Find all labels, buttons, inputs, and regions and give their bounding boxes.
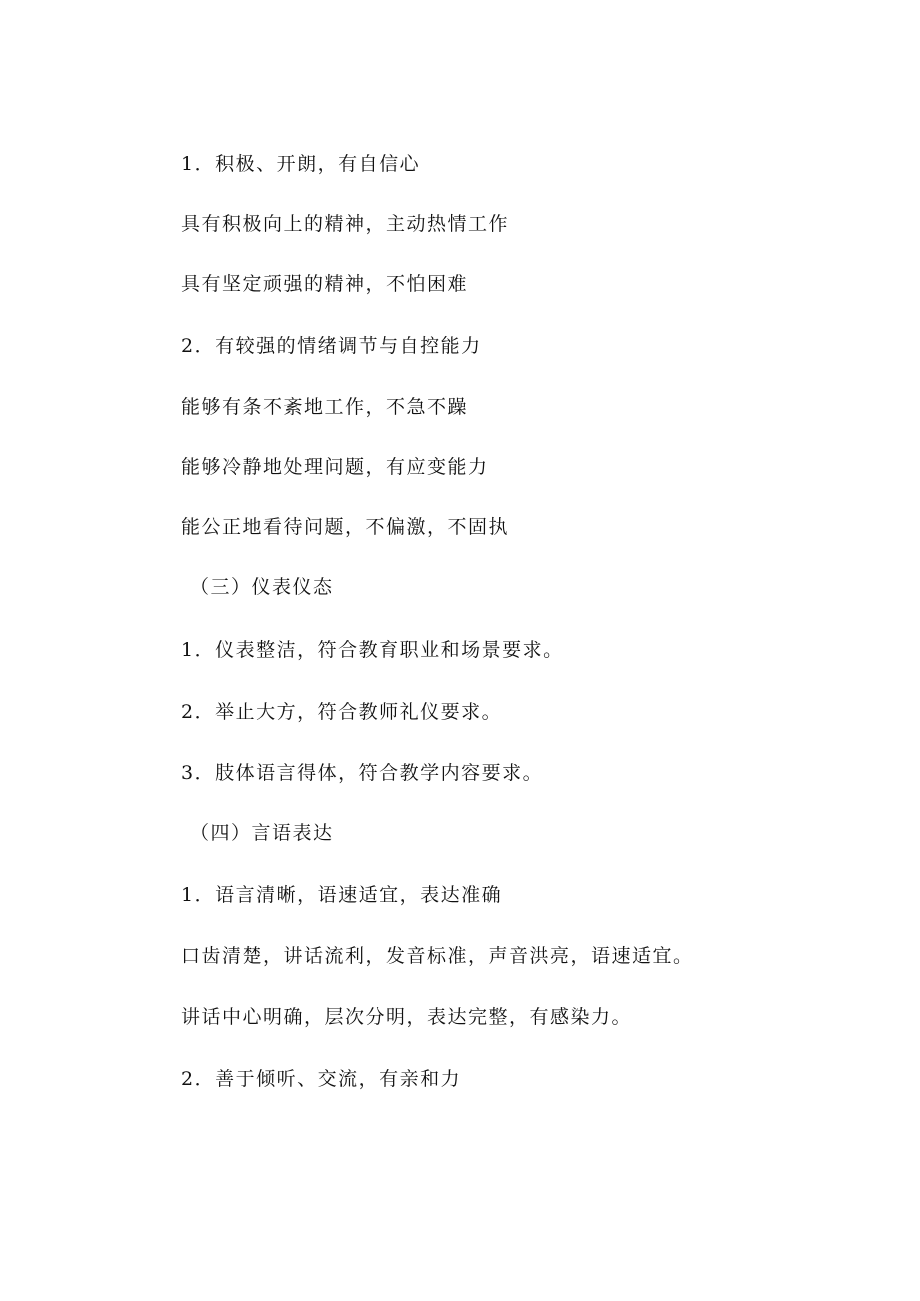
item-1-detail-1: 具有积极向上的精神，主动热情工作: [181, 213, 510, 235]
item-2-heading: 2．有较强的情绪调节与自控能力: [181, 335, 482, 357]
section-3-item-2: 2．举止大方，符合教师礼仪要求。: [181, 701, 503, 723]
section-4-item-1: 1．语言清晰，语速适宜，表达准确: [181, 884, 503, 906]
section-3-item-3: 3．肢体语言得体，符合教学内容要求。: [181, 762, 544, 784]
section-4-item-1-detail-2: 讲话中心明确，层次分明，表达完整，有感染力。: [181, 1006, 633, 1028]
item-2-detail-2: 能够冷静地处理问题，有应变能力: [181, 456, 489, 478]
item-1-detail-2: 具有坚定顽强的精神，不怕困难: [181, 273, 469, 295]
section-3-item-1: 1．仪表整洁，符合教育职业和场景要求。: [181, 639, 564, 661]
item-2-detail-1: 能够有条不紊地工作，不急不躁: [181, 396, 469, 418]
section-4-item-2: 2．善于倾听、交流，有亲和力: [181, 1068, 462, 1090]
section-heading-4: （四）言语表达: [190, 822, 334, 844]
section-heading-3: （三）仪表仪态: [190, 576, 334, 598]
item-2-detail-3: 能公正地看待问题，不偏激，不固执: [181, 516, 510, 538]
section-4-item-1-detail-1: 口齿清楚，讲话流利，发音标准，声音洪亮，语速适宜。: [181, 945, 694, 967]
item-1-heading: 1．积极、开朗，有自信心: [181, 153, 421, 175]
